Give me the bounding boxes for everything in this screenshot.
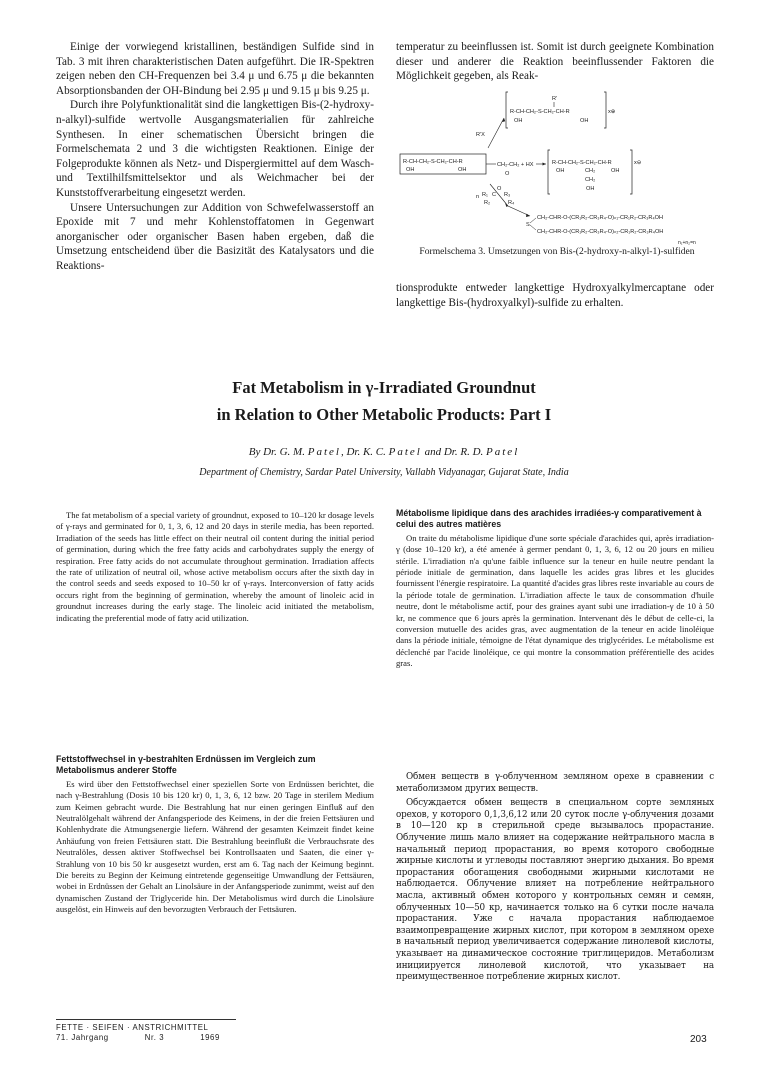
paragraph: On traite du métabolisme lipidique d'une sorte spéciale d'arachides qui, après irradiation-γ (dose 10–120 kr), a été amenée à germer pendant 0, 1, 3, 6, 12 ou 20 jours en milieu stérile. L'irradiation n'a qu'une faible influence sur la teneur en huile neutre pendant la période initiale de germination, dans laquelle les acides gras libres et les glucides fournissent l'énergie respiratoire. La quantité d'acides gras libres reste invariable au cours de la période totale de germination. L'irradiation affecte le taux de consommation d'huile neutre, dont le métabolisme actif, pour des graines ayant subi une irradiation-γ de 10 à 50 kr, ne commence que 6 jours après la germination. Intervenant dès le début de celle-ci, la conversion mutuelle des acides gras, avec augmentation de la teneur en acide linoléique dans la période initiale, témoigne de l'état dynamique des triglycérides. Le métabolisme est déclenché par l'acide linoléique, ce qui montre la consommation préférentielle des acides gras. — [396, 532, 714, 669]
scheme-mid-oh-bottom: OH — [586, 186, 595, 192]
paragraph: Durch ihre Polyfunktionalität sind die langkettigen Bis-(2-hydroxy-n-alkyl)-sulfide wertvolle Ausgangsmaterialien für zahlreiche Synthesen. In einer schematischen Übersicht bringen die Formelschemata 2 und 3 die wichtigsten Reaktionen. Einige der Folgeprodukte können als Netz- und Dispergiermittel auf dem Wasch- und Textilhilfsmittelsektor und als Weichmacher bei der Kunststoffverarbeitung eingesetzt werden. — [56, 99, 374, 199]
scheme-epoxide: CH₂-CH₂ + HX — [497, 162, 534, 168]
german-heading: Fettstoffwechsel in γ-bestrahlten Erdnüssen im Vergleich zum Metabolismus anderer Stoffe — [56, 754, 316, 776]
paragraph: Обсуждается обмен веществ в специальном сорте земляных орехов, у которого 0,1,3,6,12 или 20 суток после γ-облучения дозами в 10—120 кр в стерильной среде вызывалось прорастание. Облучение лишь мало влияет на содержание нейтрального масла в начальный период прорастания, во время которого свободные жирные кислоты и углеводы поставляют энергию дыхания. Во время прорастания обогащения свободными жирными кислотами не наблюдается. Облучение влияет на потребление нейтрального масла, активный обмен которого у контрольных семян и семян, облученных 10—50 кр, начинается только на 6 сутки после начала прорастания. Уже с начала прорастания наблюдаемое взаимопревращение жирных кислот, при котором в земляном орехе в начальный период увеличивается содержание линолевой кислоты, указывает на динамическое состояние триглицеридов. Метаболизм инициируется линолевой кислотой, что указывает на преимущественное потребление жирных кислот. — [396, 798, 714, 983]
scheme-mid-ch2: CH₂ — [585, 168, 596, 174]
french-heading: Métabolisme lipidique dans des arachides irradiées-γ comparativement à celui des autres matières — [396, 508, 702, 530]
scheme-mid-product: R-CH-CH₂-S-CH₂-CH-R — [552, 160, 612, 166]
abstract-french — [396, 508, 714, 670]
author-1-prefix: Dr. G. M. — [263, 446, 305, 458]
scheme-mid-xs: x⊖ — [634, 160, 642, 166]
paragraph: Unsere Untersuchungen zur Addition von Schwefelwasserstoff an Epoxide mit 7 und mehr Kohlenstoffatomen in Gegenwart anorganischer oder organischer Basen haben ergeben, daß die Umsetzung entscheidend über die Basizität des Katalysators und die Reaktions- — [56, 201, 374, 272]
scheme-bottom-line2: CH₂-CHR-O-(CR₁R₂-CR₃R₄-O)ₙ₂-CR₁R₂-CR₃R₄OH — [537, 229, 664, 235]
scheme-ketone-o: O — [497, 186, 502, 192]
scheme-top-oh-left: OH — [514, 118, 523, 124]
author-3-name: Patel — [486, 446, 520, 458]
scheme-ketone-c: C — [492, 192, 497, 198]
paragraph: tionsprodukte entweder langkettige Hydroxyalkylmercaptane oder langkettige Bis-(hydroxyalkyl)-sulfide zu erhalten. — [396, 282, 714, 309]
scheme-start-oh-left: OH — [406, 167, 415, 173]
top-right-column-cont — [396, 281, 714, 310]
scheme-start-oh-right: OH — [458, 167, 467, 173]
abstract-russian — [396, 772, 714, 984]
author-3-prefix: Dr. R. D. — [443, 446, 484, 458]
scheme-mid-oh-right: OH — [611, 168, 620, 174]
top-left-column — [56, 40, 374, 274]
footer — [56, 1023, 256, 1043]
journal-name: FETTE · SEIFEN · ANSTRICHMITTEL — [56, 1023, 209, 1032]
issue: Nr. 3 — [144, 1033, 165, 1042]
authors: By Dr. G. M. Patel, Dr. K. C. Patel and Dr. R. D. Patel — [248, 446, 520, 458]
scheme-r-prime: R' — [552, 96, 558, 102]
scheme-mid-ch2b: CH₂ — [585, 177, 596, 183]
scheme-reagent: R'X — [476, 132, 485, 138]
paragraph: Einige der vorwiegend kristallinen, beständigen Sulfide sind in Tab. 3 mit ihren charakteristischen Daten aufgeführt. Die IR-Spektren zeigen neben den CH-Frequenzen bei 3.4 μ und 6.75 μ die bekannten Absorptionsbanden der OH-Bindung bei 2.95 μ und 9.15 μ bis 9.25 μ. — [56, 41, 374, 97]
scheme-top-xs: x⊕ — [608, 109, 616, 115]
top-right-column — [396, 40, 714, 84]
article-title-line-2: in Relation to Other Metabolic Products: Part I — [216, 405, 552, 424]
scheme-mid-oh-left: OH — [556, 168, 565, 174]
paragraph: The fat metabolism of a special variety of groundnut, exposed to 10–120 kr dosage levels of γ-rays and germinated for 0, 1, 3, 6, 12 and 20 days in sterile media, has been reported. Irradiation of the seeds has little effect on their neutral oil content during the initial period of germination, during which the free fatty acids and carbohydrates supply the energy of respiration. Free fatty acids do not accumulate throughout germination. Irradiation affects the rate of utilization of neutral oil, whose active metabolism occurs after the sixth day in the control seeds and seeds exposed to 10–50 kr of γ-rays. Interconversion of fatty acids occurs right from the beginning of germination, whereby the amount of linoleic acid in groundnut increases during the early stage. The linoleic acid initiated the metabolism, indicating the preferential mode of fatty acid utilization. — [56, 510, 374, 623]
scheme-bottom-note: n₁+n₂=n — [678, 240, 696, 246]
footer-issue-line — [56, 1033, 256, 1043]
scheme-bottom-s: S — [526, 222, 530, 228]
scheme-ketone-r3: R₃ — [504, 192, 511, 198]
volume: 71. Jahrgang — [56, 1033, 109, 1042]
by-label: By — [248, 446, 261, 458]
scheme-ketone-r1: R₁ — [482, 192, 488, 198]
page-number: 203 — [690, 1034, 707, 1045]
department: Department of Chemistry, Sardar Patel University, Vallabh Vidyanagar, Gujarat State, India — [199, 467, 569, 478]
russian-heading: Обмен веществ в γ-облученном земляном орехе в сравнении с метаболизмом других веществ. — [396, 772, 714, 794]
scheme-epoxide-o: O — [505, 171, 510, 177]
author-1-name: Patel — [307, 446, 341, 458]
scheme-start: R-CH-CH₂-S-CH₂-CH-R — [403, 159, 463, 165]
paragraph: temperatur zu beeinflussen ist. Somit ist durch geeignete Kombination dieser und anderer die Reaktion beeinflussender Faktoren die Möglichkeit gegeben, als Reak- — [396, 41, 714, 83]
year: 1969 — [200, 1033, 220, 1042]
scheme-ketone-r2: R₂ — [484, 200, 491, 206]
footer-rule — [56, 1019, 236, 1020]
and-label: and — [424, 446, 442, 458]
author-2-prefix: Dr. K. C. — [346, 446, 386, 458]
scheme-top-product: R-CH-CH₂-S-CH₂-CH-R — [510, 109, 570, 115]
article-title-line-1: Fat Metabolism in γ-Irradiated Groundnut — [232, 378, 536, 397]
author-2-name: Patel — [388, 446, 422, 458]
scheme-top-oh-right: OH — [580, 118, 589, 124]
paragraph: Es wird über den Fettstoffwechsel einer speziellen Sorte von Erdnüssen berichtet, die nach γ-Bestrahlung (Dosis 10 bis 120 kr) 0, 1, 3, 6, 12 bzw. 20 Tage in sterilem Medium zum Keimen gebracht wurde. Die Bestrahlung hat nur einen geringen Einfluß auf den Neutralölgehalt während der Anfangsperiode des Keimens, in der die freien Fettsäuren und Kohlenhydrate die Atmungsenergie liefern. Während der gesamten Keimzeit findet keine Anhäufung von freien Fettsäuren statt. Die Bestrahlung beeinflußt die Verbrauchsrate des Neutralöles, dessen aktiver Stoffwechsel bei Kontrollsaaten und Saaten, die einer γ-Strahlung von 10 bis 50 kr ausgesetzt wurden, erst am 6. Tag nach der Keimung beginnt. Die bereits zu Beginn der Keimung eintretende gegenseitige Umwandlung der Fettsäuren, wobei in Erdnüssen der Gehalt an Linolsäure in der Anfangsperiode zunimmt, weist auf den dynamischen Zustand der Triglyceride hin. Der Metabolismus wird durch die Linolsäure ausgelöst, ein Hinweis auf den bevorzugten Verbrauch der Fettsäuren. — [56, 778, 374, 915]
scheme-bottom-line1: CH₂-CHR-O-(CR₁R₂-CR₃R₄-O)ₙ₁-CR₁R₂-CR₃R₄OH — [537, 215, 664, 221]
scheme-ketone-r4: R₄ — [508, 200, 515, 206]
scheme-caption: Formelschema 3. Umsetzungen von Bis-(2-hydroxy-n-alkyl-1)-sulfiden — [419, 246, 695, 257]
abstract-german — [56, 754, 374, 916]
scheme-ketone-n: n — [476, 194, 480, 200]
abstract-english — [56, 510, 374, 624]
